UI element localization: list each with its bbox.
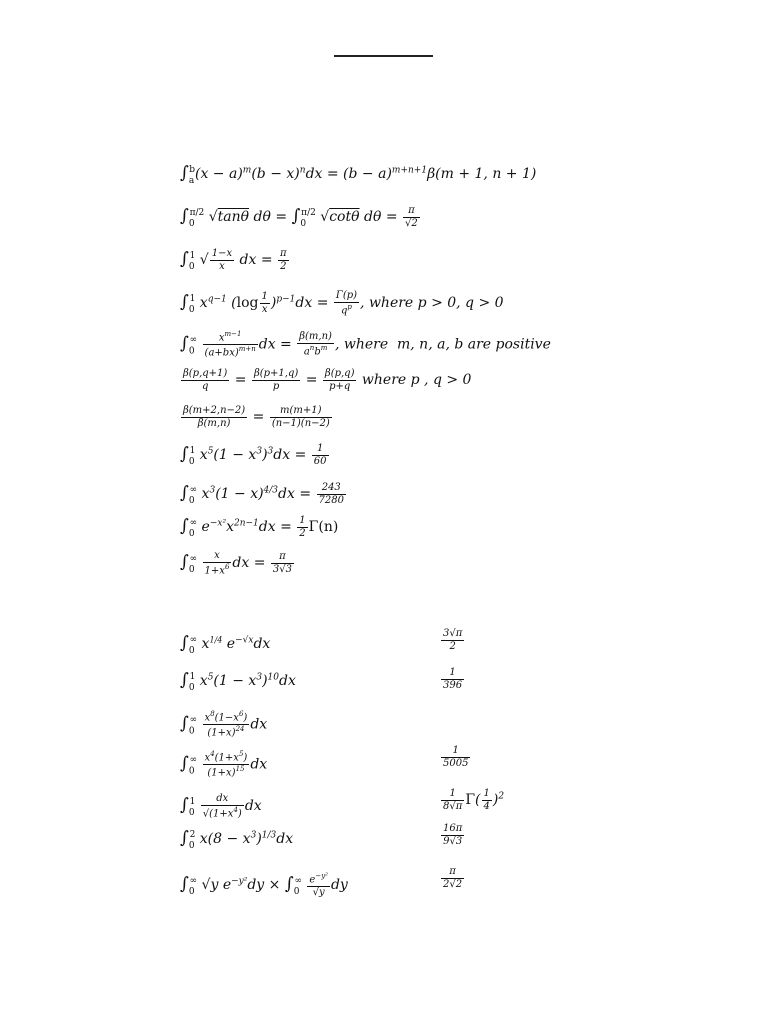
formula-x5: $\int_0^1$ $x^5(1 - x^3)^3dx$ = $\frac{1}{60}$ <box>180 443 327 467</box>
formula-beta-relation: $\frac{\beta(p,q+1)}{q}$ = $\frac{\beta(p+1,q)}{p}$ = $\frac{\beta(p,q)}{p+q}$ where p , q > 0 <box>183 368 472 392</box>
exercise-2-question: $\int_0^1$ $x^5(1 - x^3)^{10}dx$ <box>180 670 296 693</box>
formula-beta-ratio: $\frac{\beta(m+2,n-2)}{\beta(m,n)}$ = $\frac{m(m+1)}{(n-1)(n-2)}$ <box>183 405 330 429</box>
exercise-5-question: $\int_0^1$ $\frac{dx}{√(1+x^4)}$ dx <box>180 793 262 819</box>
exercise-3-question: $\int_0^\infty$ $\frac{x^8(1-x^6)}{(1+x)^{24}}$ dx <box>180 710 268 739</box>
exercise-6-question: $\int_0^2$ $x(8 - x^3)^{1/3}dx$ <box>180 828 294 851</box>
exercise-7-answer: $\frac{\pi}{2√2}$ <box>443 866 463 890</box>
formula-gamma-log: $\int_0^1$ $x^{q-1}$ (log $\frac{1}{x}$ )$^{p-1}$dx = $\frac{\Gamma(p)}{q^p}$ , where p > 0, q > 0 <box>180 290 504 316</box>
exercise-7-question: $\int_0^\infty$ √y $e^{-y^2}dy \times \int_0^\infty$ $\frac{e^{-y^2}}{√y}$ dy <box>180 872 348 898</box>
formula-exp: $\int_0^\infty$ $e^{-x^2}x^{2n-1}dx$ = $\frac{1}{2}$ Γ(n) <box>180 515 339 539</box>
formula-tan-cot: $\int_0^{\pi/2}$ √tanθ $d\theta = \int_0^{\pi/2}$ √cotθ dθ = $\frac{\pi}{√2}$ <box>180 205 418 229</box>
exercise-4-question: $\int_0^\infty$ $\frac{x^4(1+x^5)}{(1+x)^{15}}$ dx <box>180 750 268 779</box>
formula-x6: $\int_0^\infty$ $\frac{x}{1+x^6}$ dx = $\frac{\pi}{3√3}$ <box>180 550 293 576</box>
formula-beta-rational: $\int_0^\infty$ $\frac{x^{m-1}}{(a+bx)^{m+n}}$ dx = $\frac{\beta(m,n)}{a^nb^m}$ , where m, n, a, b are positive <box>180 330 551 359</box>
exercise-2-answer: $\frac{1}{396}$ <box>443 667 463 691</box>
exercise-6-answer: $\frac{16\pi}{9√3}$ <box>443 823 463 847</box>
exercise-5-answer: $\frac{1}{8√\pi}$ Γ( $\frac{1}{4}$ )$^2$ <box>443 788 505 812</box>
formula-x3: $\int_0^\infty$ $x^3(1 - x)^{4/3}dx$ = $\frac{243}{7280}$ <box>180 482 344 506</box>
formula-beta-interval: $\int_a^b(x - a)^m(b - x)^ndx = (b - a)^{m+n+1}\beta(m + 1$, n + 1) <box>180 163 537 186</box>
header-rule <box>334 55 433 57</box>
exercise-1-answer: $\frac{3√\pi}{2}$ <box>443 628 463 652</box>
formula-sqrt-ratio: $\int_0^1$ √ $\frac{1-x}{x}$ dx = $\frac{\pi}{2}$ <box>180 248 287 272</box>
exercise-4-answer: $\frac{1}{5005}$ <box>443 745 469 769</box>
exercise-1-question: $\int_0^\infty$ $x^{1/4}$ $e^{-√x}dx$ <box>180 633 271 656</box>
